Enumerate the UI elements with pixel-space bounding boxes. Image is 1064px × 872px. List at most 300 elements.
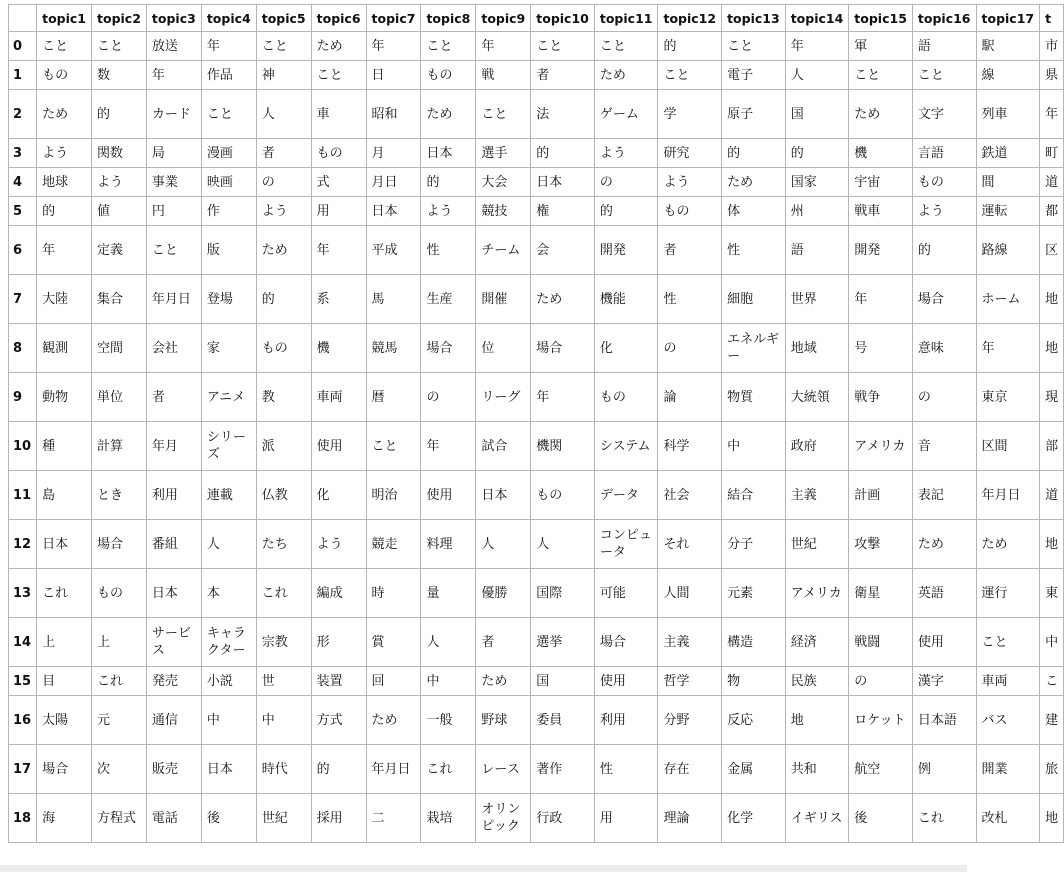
table-cell: 日本	[201, 745, 256, 794]
row-index: 18	[9, 794, 37, 843]
table-cell: 料理	[421, 520, 476, 569]
table-cell: 例	[912, 745, 976, 794]
table-cell: ため	[37, 90, 92, 139]
table-row	[9, 32, 1064, 61]
table-cell: 動物	[37, 373, 92, 422]
table-cell: 的	[37, 197, 92, 226]
table-cell: 人間	[658, 569, 722, 618]
table-cell: 間	[976, 168, 1040, 197]
table-cell: 次	[92, 745, 147, 794]
column-header: topic1	[37, 5, 92, 32]
table-cell: 場合	[92, 520, 147, 569]
table-cell: これ	[37, 569, 92, 618]
table-cell: 宗教	[256, 618, 311, 667]
table-cell: 者	[658, 226, 722, 275]
row-index: 15	[9, 667, 37, 696]
table-cell: 民族	[785, 667, 849, 696]
table-cell: 日本	[531, 168, 595, 197]
table-cell: 上	[37, 618, 92, 667]
table-cell: 方式	[311, 696, 366, 745]
row-index: 14	[9, 618, 37, 667]
table-cell: 単位	[92, 373, 147, 422]
table-cell: 列車	[976, 90, 1040, 139]
table-cell: ため	[976, 520, 1040, 569]
table-cell: 小説	[201, 667, 256, 696]
table-cell: 車	[311, 90, 366, 139]
table-cell: 回	[366, 667, 421, 696]
table-cell: 分子	[722, 520, 786, 569]
table-cell: 暦	[366, 373, 421, 422]
table-cell: 昭和	[366, 90, 421, 139]
table-cell: 細胞	[722, 275, 786, 324]
table-cell: 性	[421, 226, 476, 275]
column-header: topic7	[366, 5, 421, 32]
table-cell: 法	[531, 90, 595, 139]
table-cell: 事業	[146, 168, 201, 197]
table-cell: こと	[594, 32, 658, 61]
table-cell: 区間	[976, 422, 1040, 471]
table-cell: もの	[37, 61, 92, 90]
table-cell: 区	[1040, 226, 1064, 275]
table-cell: 世	[256, 667, 311, 696]
table-cell: こと	[531, 32, 595, 61]
table-cell: もの	[256, 324, 311, 373]
table-cell: 的	[785, 139, 849, 168]
column-header: topic6	[311, 5, 366, 32]
table-cell: 化学	[722, 794, 786, 843]
row-index: 2	[9, 90, 37, 139]
table-cell: 性	[658, 275, 722, 324]
table-cell: こと	[201, 90, 256, 139]
table-cell: 大陸	[37, 275, 92, 324]
column-header: t	[1040, 5, 1064, 32]
table-cell: もの	[531, 471, 595, 520]
table-cell: 試合	[476, 422, 531, 471]
table-cell: 利用	[146, 471, 201, 520]
table-cell: こと	[92, 32, 147, 61]
table-cell: 路線	[976, 226, 1040, 275]
table-cell: 年	[476, 32, 531, 61]
table-cell: 地	[1040, 324, 1064, 373]
table-row	[9, 471, 1064, 520]
table-cell: 本	[201, 569, 256, 618]
table-cell: 年	[849, 275, 913, 324]
table-cell: こ	[1040, 667, 1064, 696]
table-cell: 中	[421, 667, 476, 696]
table-cell: 年	[976, 324, 1040, 373]
row-index: 12	[9, 520, 37, 569]
table-cell: チーム	[476, 226, 531, 275]
column-header: topic13	[722, 5, 786, 32]
table-cell: イギリス	[785, 794, 849, 843]
table-cell: 集合	[92, 275, 147, 324]
table-body	[9, 32, 1064, 843]
table-cell: 者	[256, 139, 311, 168]
table-cell: 研究	[658, 139, 722, 168]
table-cell: 発売	[146, 667, 201, 696]
table-cell: 元	[92, 696, 147, 745]
table-cell: 的	[256, 275, 311, 324]
table-cell: 建	[1040, 696, 1064, 745]
table-cell: 計画	[849, 471, 913, 520]
table-cell: ため	[722, 168, 786, 197]
table-cell: 国家	[785, 168, 849, 197]
table-cell: 映画	[201, 168, 256, 197]
table-cell: 目	[37, 667, 92, 696]
column-header: topic8	[421, 5, 476, 32]
row-index: 4	[9, 168, 37, 197]
table-cell: こと	[146, 226, 201, 275]
table-cell: 元素	[722, 569, 786, 618]
table-cell: の	[256, 168, 311, 197]
table-cell: 年月	[146, 422, 201, 471]
table-cell: よう	[311, 520, 366, 569]
table-cell: こと	[37, 32, 92, 61]
table-cell: 数	[92, 61, 147, 90]
table-cell: 地域	[785, 324, 849, 373]
table-cell: キャラクター	[201, 618, 256, 667]
table-cell: 行政	[531, 794, 595, 843]
row-index: 7	[9, 275, 37, 324]
column-header: topic2	[92, 5, 147, 32]
table-cell: 選挙	[531, 618, 595, 667]
column-header: topic12	[658, 5, 722, 32]
column-header: topic15	[849, 5, 913, 32]
table-cell: 年	[201, 32, 256, 61]
table-cell: こと	[658, 61, 722, 90]
table-cell: 意味	[912, 324, 976, 373]
table-cell: サービス	[146, 618, 201, 667]
table-cell: 著作	[531, 745, 595, 794]
table-cell: ため	[311, 32, 366, 61]
table-cell: よう	[594, 139, 658, 168]
table-cell: こと	[421, 32, 476, 61]
table-cell: 会社	[146, 324, 201, 373]
table-cell: 共和	[785, 745, 849, 794]
column-header: topic11	[594, 5, 658, 32]
table-cell: 仏教	[256, 471, 311, 520]
table-cell: 戦闘	[849, 618, 913, 667]
table-cell: 駅	[976, 32, 1040, 61]
table-cell: 運転	[976, 197, 1040, 226]
table-cell: 定義	[92, 226, 147, 275]
table-cell: 中	[1040, 618, 1064, 667]
table-cell: 構造	[722, 618, 786, 667]
table-cell: 的	[912, 226, 976, 275]
row-index: 1	[9, 61, 37, 90]
table-cell: 形	[311, 618, 366, 667]
table-cell: 年	[785, 32, 849, 61]
table-cell: アニメ	[201, 373, 256, 422]
table-cell: 年	[1040, 90, 1064, 139]
table-cell: 時	[366, 569, 421, 618]
table-cell: 作品	[201, 61, 256, 90]
table-cell: バス	[976, 696, 1040, 745]
table-cell: 利用	[594, 696, 658, 745]
table-cell: 戦争	[849, 373, 913, 422]
table-cell: 人	[201, 520, 256, 569]
table-cell: 地	[1040, 794, 1064, 843]
table-cell: 県	[1040, 61, 1064, 90]
table-cell: 化	[311, 471, 366, 520]
table-cell: 者	[146, 373, 201, 422]
table-cell: 英語	[912, 569, 976, 618]
table-cell: よう	[256, 197, 311, 226]
table-cell: 選手	[476, 139, 531, 168]
table-cell: これ	[912, 794, 976, 843]
table-cell: 連載	[201, 471, 256, 520]
table-cell: 栽培	[421, 794, 476, 843]
table-cell: 道	[1040, 168, 1064, 197]
table-cell: ホーム	[976, 275, 1040, 324]
table-cell: 世紀	[785, 520, 849, 569]
table-cell: こと	[722, 32, 786, 61]
index-column-header	[9, 5, 37, 32]
table-cell: 機関	[531, 422, 595, 471]
table-cell: 東	[1040, 569, 1064, 618]
table-cell: リーグ	[476, 373, 531, 422]
table-cell: 太陽	[37, 696, 92, 745]
table-cell: 日本	[476, 471, 531, 520]
table-cell: たち	[256, 520, 311, 569]
table-cell: 東京	[976, 373, 1040, 422]
table-cell: ため	[256, 226, 311, 275]
table-row	[9, 226, 1064, 275]
table-cell: 国	[785, 90, 849, 139]
table-cell: 番組	[146, 520, 201, 569]
table-cell: 人	[421, 618, 476, 667]
table-cell: 装置	[311, 667, 366, 696]
table-cell: 教	[256, 373, 311, 422]
table-cell: 年月日	[976, 471, 1040, 520]
table-cell: ため	[366, 696, 421, 745]
table-cell: の	[849, 667, 913, 696]
row-index: 11	[9, 471, 37, 520]
table-cell: 人	[256, 90, 311, 139]
table-cell: 州	[785, 197, 849, 226]
table-cell: 日	[366, 61, 421, 90]
table-cell: 車両	[311, 373, 366, 422]
table-cell: こと	[912, 61, 976, 90]
table-cell: 言語	[912, 139, 976, 168]
table-cell: 文字	[912, 90, 976, 139]
table-cell: 結合	[722, 471, 786, 520]
row-index: 0	[9, 32, 37, 61]
table-cell: 派	[256, 422, 311, 471]
table-cell: 人	[531, 520, 595, 569]
table-cell: 攻撃	[849, 520, 913, 569]
table-cell: 放送	[146, 32, 201, 61]
table-cell: 戦	[476, 61, 531, 90]
table-cell: 通信	[146, 696, 201, 745]
table-cell: 開催	[476, 275, 531, 324]
table-cell: 町	[1040, 139, 1064, 168]
table-cell: 原子	[722, 90, 786, 139]
table-cell: もの	[912, 168, 976, 197]
table-cell: 的	[531, 139, 595, 168]
table-cell: 年	[311, 226, 366, 275]
table-cell: 漫画	[201, 139, 256, 168]
table-cell: 開業	[976, 745, 1040, 794]
table-cell: カード	[146, 90, 201, 139]
table-cell: 機能	[594, 275, 658, 324]
table-cell: 改札	[976, 794, 1040, 843]
table-cell: 場合	[37, 745, 92, 794]
table-cell: 運行	[976, 569, 1040, 618]
table-row	[9, 794, 1064, 843]
table-cell: よう	[421, 197, 476, 226]
table-cell: の	[658, 324, 722, 373]
table-cell: 主義	[658, 618, 722, 667]
table-cell: 一般	[421, 696, 476, 745]
table-cell: 世紀	[256, 794, 311, 843]
column-header: topic14	[785, 5, 849, 32]
table-cell: これ	[92, 667, 147, 696]
table-cell: 衛星	[849, 569, 913, 618]
table-cell: 日本	[37, 520, 92, 569]
table-cell: 大統領	[785, 373, 849, 422]
column-header: topic16	[912, 5, 976, 32]
column-header: topic5	[256, 5, 311, 32]
table-cell: とき	[92, 471, 147, 520]
table-cell: 使用	[421, 471, 476, 520]
table-row	[9, 667, 1064, 696]
table-cell: 地	[1040, 275, 1064, 324]
table-cell: 性	[594, 745, 658, 794]
table-cell: レース	[476, 745, 531, 794]
table-cell: 可能	[594, 569, 658, 618]
table-cell: 賞	[366, 618, 421, 667]
table-header-row	[9, 5, 1064, 32]
table-cell: 作	[201, 197, 256, 226]
table-cell: よう	[37, 139, 92, 168]
table-cell: よう	[912, 197, 976, 226]
table-cell: 家	[201, 324, 256, 373]
table-cell: 鉄道	[976, 139, 1040, 168]
table-cell: 政府	[785, 422, 849, 471]
table-cell: 種	[37, 422, 92, 471]
table-cell: 観測	[37, 324, 92, 373]
table-cell: 学	[658, 90, 722, 139]
table-cell: 版	[201, 226, 256, 275]
table-cell: 平成	[366, 226, 421, 275]
table-cell: 性	[722, 226, 786, 275]
topic-table-container	[8, 4, 1064, 843]
column-header: topic17	[976, 5, 1040, 32]
table-cell: 語	[785, 226, 849, 275]
table-cell: こと	[476, 90, 531, 139]
table-cell: 年	[421, 422, 476, 471]
table-cell: 中	[256, 696, 311, 745]
table-row	[9, 520, 1064, 569]
table-cell: 用	[311, 197, 366, 226]
table-cell: 現	[1040, 373, 1064, 422]
horizontal-scrollbar-track[interactable]	[0, 865, 967, 872]
table-row	[9, 90, 1064, 139]
table-cell: 上	[92, 618, 147, 667]
table-cell: システム	[594, 422, 658, 471]
table-cell: もの	[311, 139, 366, 168]
table-cell: 理論	[658, 794, 722, 843]
table-cell: エネルギー	[722, 324, 786, 373]
table-cell: もの	[92, 569, 147, 618]
row-index: 5	[9, 197, 37, 226]
table-cell: 販売	[146, 745, 201, 794]
table-cell: 国際	[531, 569, 595, 618]
table-cell: 計算	[92, 422, 147, 471]
table-cell: 宇宙	[849, 168, 913, 197]
table-cell: 部	[1040, 422, 1064, 471]
table-cell: 世界	[785, 275, 849, 324]
table-cell: よう	[658, 168, 722, 197]
table-cell: ため	[421, 90, 476, 139]
table-cell: ため	[594, 61, 658, 90]
table-row	[9, 324, 1064, 373]
row-index: 9	[9, 373, 37, 422]
table-cell: 使用	[311, 422, 366, 471]
table-cell: 物質	[722, 373, 786, 422]
table-cell: 主義	[785, 471, 849, 520]
table-cell: 的	[594, 197, 658, 226]
table-cell: 的	[311, 745, 366, 794]
table-cell: 的	[658, 32, 722, 61]
table-cell: ロケット	[849, 696, 913, 745]
table-cell: それ	[658, 520, 722, 569]
table-row	[9, 373, 1064, 422]
table-cell: 時代	[256, 745, 311, 794]
table-cell: 機	[849, 139, 913, 168]
table-cell: ため	[531, 275, 595, 324]
table-cell: 採用	[311, 794, 366, 843]
table-cell: 日本	[366, 197, 421, 226]
table-cell: 年	[146, 61, 201, 90]
table-cell: よう	[92, 168, 147, 197]
table-cell: 年月日	[146, 275, 201, 324]
table-cell: ため	[912, 520, 976, 569]
table-cell: 大会	[476, 168, 531, 197]
table-cell: 社会	[658, 471, 722, 520]
table-cell: の	[594, 168, 658, 197]
table-cell: 市	[1040, 32, 1064, 61]
table-cell: 生産	[421, 275, 476, 324]
table-cell: 化	[594, 324, 658, 373]
table-cell: データ	[594, 471, 658, 520]
table-row	[9, 696, 1064, 745]
table-cell: 語	[912, 32, 976, 61]
table-cell: 物	[722, 667, 786, 696]
table-cell: 局	[146, 139, 201, 168]
table-cell: シリーズ	[201, 422, 256, 471]
table-cell: の	[912, 373, 976, 422]
table-cell: アメリカ	[785, 569, 849, 618]
table-cell: 優勝	[476, 569, 531, 618]
table-cell: こと	[366, 422, 421, 471]
table-cell: 電子	[722, 61, 786, 90]
table-cell: 地	[785, 696, 849, 745]
table-cell: 年	[531, 373, 595, 422]
table-cell: もの	[421, 61, 476, 90]
row-index: 6	[9, 226, 37, 275]
table-cell: これ	[421, 745, 476, 794]
table-cell: 論	[658, 373, 722, 422]
table-cell: 的	[92, 90, 147, 139]
row-index: 3	[9, 139, 37, 168]
table-cell: 車両	[976, 667, 1040, 696]
table-cell: 者	[531, 61, 595, 90]
table-row	[9, 422, 1064, 471]
row-index: 10	[9, 422, 37, 471]
table-cell: ため	[476, 667, 531, 696]
